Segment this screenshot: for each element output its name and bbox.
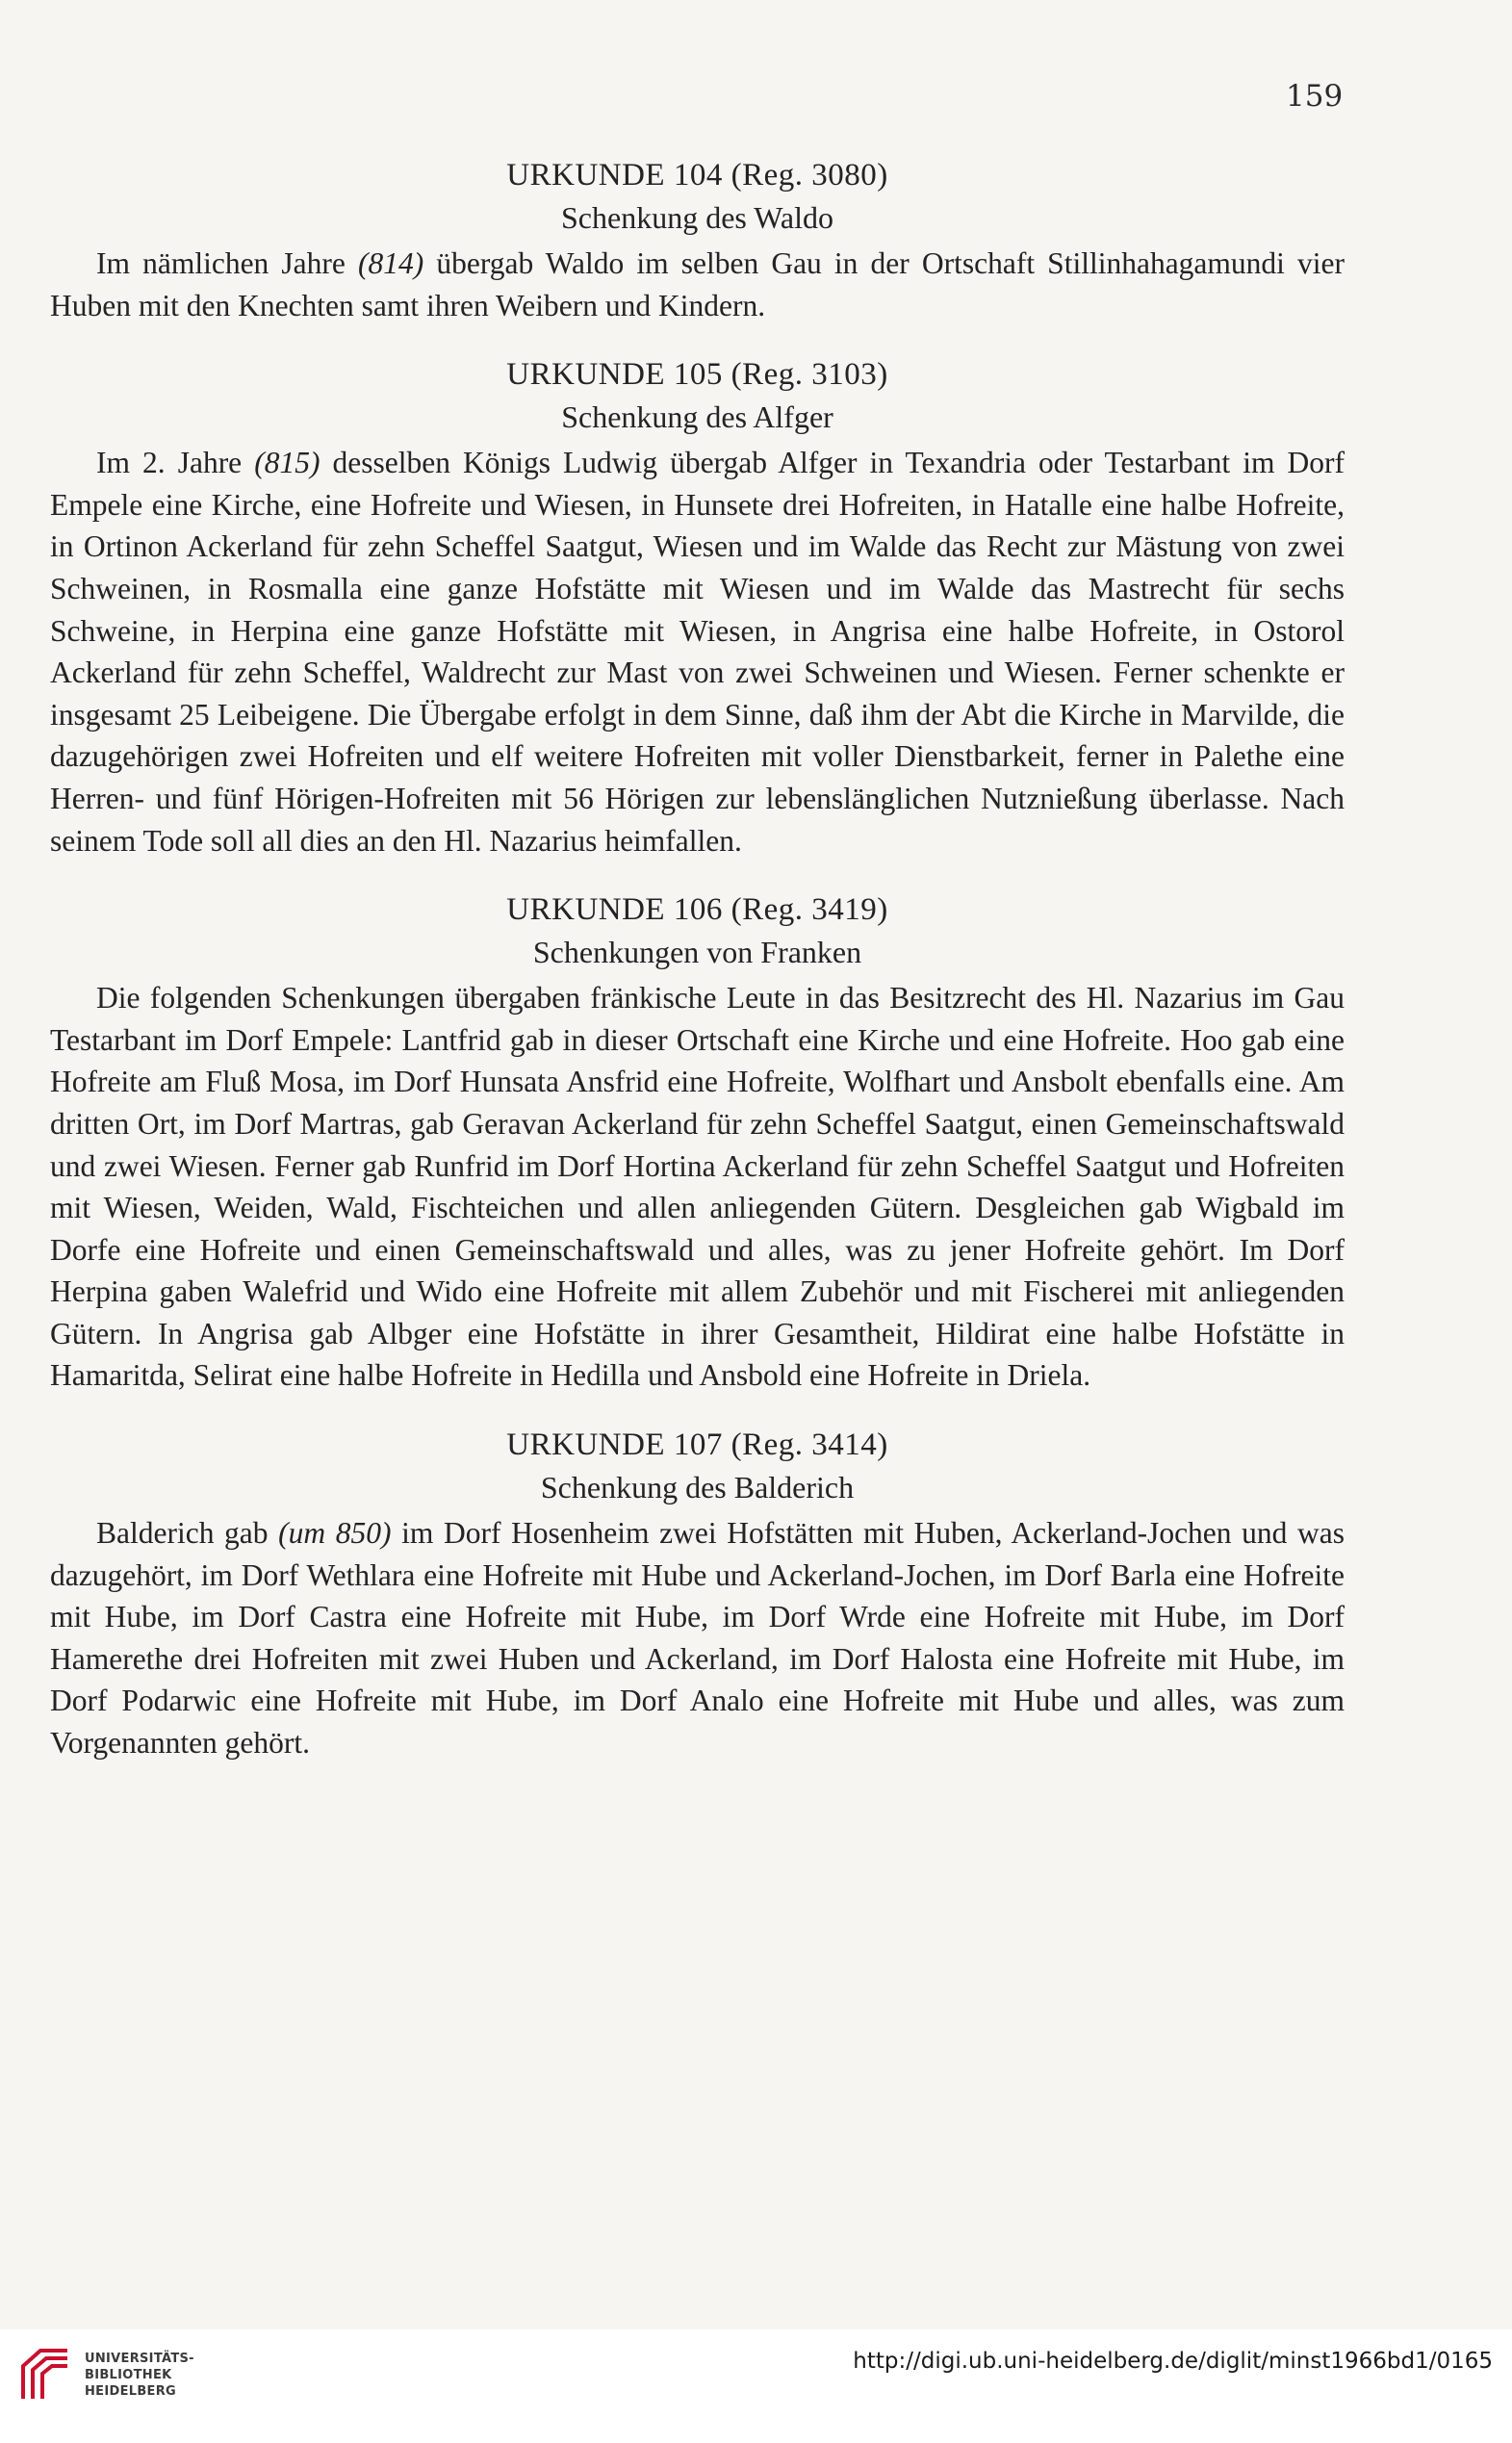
paragraph-text-rest: im Dorf Hosenheim zwei Hofstätten mit Huben, Ackerland-Jochen und was dazugehört, im Dorf Wethlara eine Hofreite mit Hube und Ackerland-Jochen, im Dorf Barla eine Hofreite mit Hube, im Dorf Castra eine Hofreite mit Hube, im Dorf Wrde eine Hofreite mit Hube, im Dorf Hamerethe drei Hofreiten mit zwei Huben und Ackerland, im Dorf Halosta eine Hofreite mit Hube, im Dorf Podarwic eine Hofreite mit Hube, im Dorf Analo eine Hofreite mit Hube und alles, was zum Vorgenannten gehört. (50, 1516, 1345, 1761)
source-url-link[interactable]: http://digi.ub.uni-heidelberg.de/diglit/minst1966bd1/0165 (853, 2349, 1493, 2374)
paragraph-date: (um 850) (278, 1516, 392, 1551)
section-heading: URKUNDE 107 (Reg. 3414) (506, 1427, 888, 1463)
urkunde-105 (50, 353, 1345, 861)
section-heading: URKUNDE 106 (Reg. 3419) (506, 892, 888, 928)
paragraph-text-start: Balderich gab (96, 1516, 279, 1551)
section-heading: URKUNDE 104 (Reg. 3080) (506, 158, 888, 193)
section-paragraph (50, 243, 1345, 326)
paragraph-text-start: Die folgenden Schenkungen übergaben fränkische Leute in das Besitzrecht des Hl. Nazarius im Gau Testarbant im Dorf Empele: Lantfrid gab in dieser Ortschaft eine Kirche und eine Hofreite. Hoo gab eine Hofreite am Fluß Mosa, im Dorf Hunsata Ansfrid eine Hofreite, Wolfhart und Ansbolt ebenfalls eine. Am dritten Ort, im Dorf Martras, gab Geravan Ackerland für zehn Scheffel Saatgut, einen Gemeinschaftswald und zwei Wiesen. Ferner gab Runfrid im Dorf Hortina Ackerland für zehn Scheffel Saatgut und Hofreiten mit Wiesen, Weiden, Wald, Fischteichen und allen anliegenden Gütern. Desgleichen gab Wigbald im Dorfe eine Hofreite und einen Gemeinschaftswald und alles, was zu jener Hofreite gehört. Im Dorf Herpina gaben Walefrid und Wido eine Hofreite mit allem Zubehör und mit Fischerei mit anliegenden Gütern. In Angrisa gab Albger eine Hofstätte in ihrer Gesamtheit, Hildirat eine halbe Hofstätte in Hamaritda, Selirat eine halbe Hofreite in Hedilla und Ansbold eine Hofreite in Driela. (50, 981, 1345, 1393)
section-title: Schenkung des Waldo (560, 200, 833, 235)
library-name-line: HEIDELBERG (85, 2384, 177, 2399)
section-paragraph (50, 442, 1345, 861)
section-heading: URKUNDE 105 (Reg. 3103) (506, 357, 888, 393)
section-paragraph (50, 1512, 1345, 1764)
document-body (50, 154, 1345, 1791)
library-name-line: BIBLIOTHEK (85, 2368, 172, 2382)
library-name-line: UNIVERSITÄTS- (85, 2352, 194, 2366)
urkunde-106 (50, 888, 1345, 1397)
urkunde-104 (50, 154, 1345, 326)
section-paragraph (50, 977, 1345, 1397)
urkunde-107 (50, 1424, 1345, 1764)
paragraph-date: (814) (358, 246, 424, 280)
paragraph-text-start: Im nämlichen Jahre (96, 246, 359, 280)
paragraph-text-rest: übergab Waldo im selben Gau in der Ortschaft Stillinhahagamundi vier Huben mit den Knechten samt ihren Weibern und Kindern. (50, 246, 1345, 322)
paragraph-date: (815) (254, 446, 320, 480)
library-logo-icon (17, 2345, 73, 2404)
library-name (85, 2351, 194, 2400)
section-title: Schenkung des Alfger (561, 399, 833, 435)
paragraph-text-start: Im 2. Jahre (96, 446, 255, 480)
paragraph-text-rest: desselben Königs Ludwig übergab Alfger in Texandria oder Testarbant im Dorf Empele eine Kirche, eine Hofreite und Wiesen, in Hunsete drei Hofreiten, in Hatalle eine halbe Hofreite, in Ortinon Ackerland für zehn Scheffel Saatgut, Wiesen und im Walde das Recht zur Mästung von zwei Schweinen, in Rosmalla eine ganze Hofstätte mit Wiesen und im Walde das Mastrecht für sechs Schweine, in Herpina eine ganze Hofstätte mit Wiesen, in Angrisa eine halbe Hofreite, in Ostorol Ackerland für zehn Scheffel, Waldrecht zur Mast von zwei Schweinen und Wiesen. Ferner schenkte er insgesamt 25 Leibeigene. Die Übergabe erfolgt in dem Sinne, daß ihm der Abt die Kirche in Marvilde, die dazugehörigen zwei Hofreiten und elf weitere Hofreiten mit voller Dienstbarkeit, ferner in Palethe eine Herren- und fünf Hörigen-Hofreiten mit 56 Hörigen zur lebenslänglichen Nutznießung überlasse. Nach seinem Tode soll all dies an den Hl. Nazarius heimfallen. (50, 446, 1345, 858)
viewer-footer (0, 2329, 1512, 2443)
section-title: Schenkung des Balderich (540, 1470, 855, 1505)
page-number: 159 (1286, 79, 1344, 114)
section-title: Schenkungen von Franken (532, 935, 862, 970)
